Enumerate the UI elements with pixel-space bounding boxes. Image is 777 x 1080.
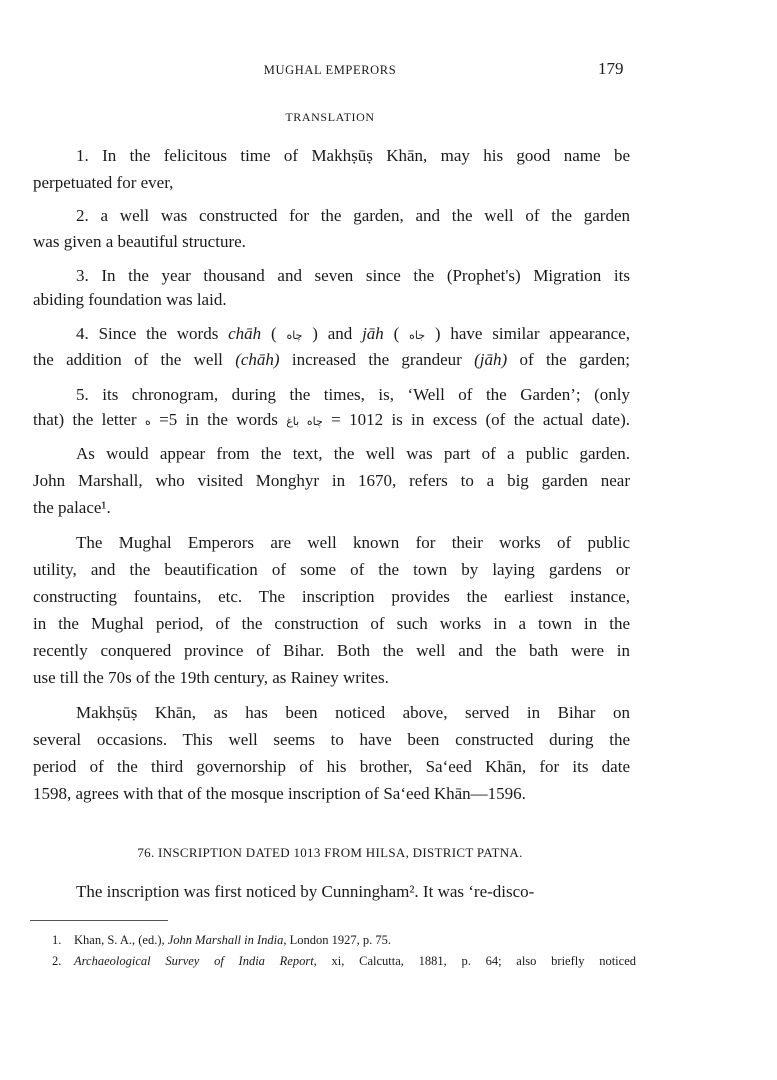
arabic-chah: چاه [286, 329, 303, 342]
arabic-letter-ha: ه [144, 415, 151, 428]
text: ) have similar appearance, [425, 324, 630, 343]
word-jah: jāh [362, 324, 384, 343]
text: that) the letter [33, 410, 145, 429]
footnote-number: 2. [52, 954, 62, 968]
item-3-line-1: 3. In the year thousand and seven since the (Prophet's) Migration its [76, 266, 630, 285]
item-4-line-2 [33, 349, 630, 371]
text: increased the grandeur [279, 350, 475, 369]
para-2-line-2: utility, and the beautification of some of the town by laying gardens or [33, 560, 630, 579]
section-title: TRANSLATION [285, 110, 375, 124]
text: , London 1927, p. 75. [283, 933, 392, 947]
item-5-line-1: 5. its chronogram, during the times, is, ‘Well of the Garden’; (only [76, 385, 630, 404]
item-1-line-1: 1. In the felicitous time of Makhṣūṣ Khān, may his good name be [76, 146, 630, 165]
item-5-line-2 [33, 409, 630, 433]
footnote-number: 1. [52, 933, 62, 947]
text: , xi, Calcutta, 1881, p. 64; also briefly noticed [313, 954, 636, 968]
arabic-chah-bagh: چاه باغ [286, 415, 323, 428]
text: ( [383, 324, 410, 343]
arabic-jah: جاه [409, 329, 426, 342]
text: of the garden; [507, 350, 630, 369]
para-2-line-1: The Mughal Emperors are well known for their works of public [76, 533, 630, 552]
para-3-line-3: period of the third governorship of his brother, Sa‘eed Khān, for its date [33, 757, 630, 776]
para-2-line-5: recently conquered province of Bihar. Both the well and the bath were in [33, 641, 630, 660]
para-1-line-2: John Marshall, who visited Monghyr in 1670, refers to a big garden near [33, 471, 630, 490]
text: =5 in the words [150, 410, 287, 429]
item-2-line-1: 2. a well was constructed for the garden, and the well of the garden [76, 206, 630, 225]
para-2-line-4: in the Mughal period, of the construction of such works in a town in the [33, 614, 630, 633]
text: ( [261, 324, 287, 343]
text: Khan, S. A., (ed.), [74, 933, 168, 947]
running-title: MUGHAL EMPERORS [263, 63, 397, 77]
footnote-rule [30, 920, 168, 921]
para-1-line-1: As would appear from the text, the well was part of a public garden. [76, 444, 630, 463]
footnote-title: John Marshall in India [167, 933, 284, 947]
para-3-line-2: several occasions. This well seems to have been constructed during the [33, 730, 630, 749]
item-3-line-2: abiding foundation was laid. [33, 290, 227, 309]
item-4-line-1 [76, 323, 630, 347]
inscription-heading: 76. INSCRIPTION DATED 1013 FROM HILSA, DISTRICT PATNA. [137, 845, 523, 860]
para-3-line-4: 1598, agrees with that of the mosque inscription of Sa‘eed Khān—1596. [33, 784, 526, 803]
para-2-line-3: constructing fountains, etc. The inscription provides the earliest instance, [33, 587, 630, 606]
para-4-line-1: The inscription was first noticed by Cunningham². It was ‘re-disco- [76, 882, 535, 901]
item-1-line-2: perpetuated for ever, [33, 173, 174, 192]
word-jah: (jāh) [474, 350, 508, 369]
footnote-title: Archaeological Survey of India Report [74, 954, 314, 968]
text: the addition of the well [33, 350, 236, 369]
para-2-line-6: use till the 70s of the 19th century, as Rainey writes. [33, 668, 389, 687]
word-chah: (chāh) [235, 350, 280, 369]
para-1-line-3: the palace¹. [33, 498, 111, 517]
footnote-2 [52, 953, 636, 969]
footnote-1 [52, 932, 391, 948]
word-chah: chāh [228, 324, 262, 343]
text: 4. Since the words [76, 324, 229, 343]
text: ) and [302, 324, 363, 343]
page-number: 179 [598, 59, 624, 78]
text: = 1012 is in excess (of the actual date). [322, 410, 631, 429]
para-3-line-1: Makhṣūṣ Khān, as has been noticed above, served in Bihar on [76, 703, 630, 722]
item-2-line-2: was given a beautiful structure. [33, 232, 246, 251]
